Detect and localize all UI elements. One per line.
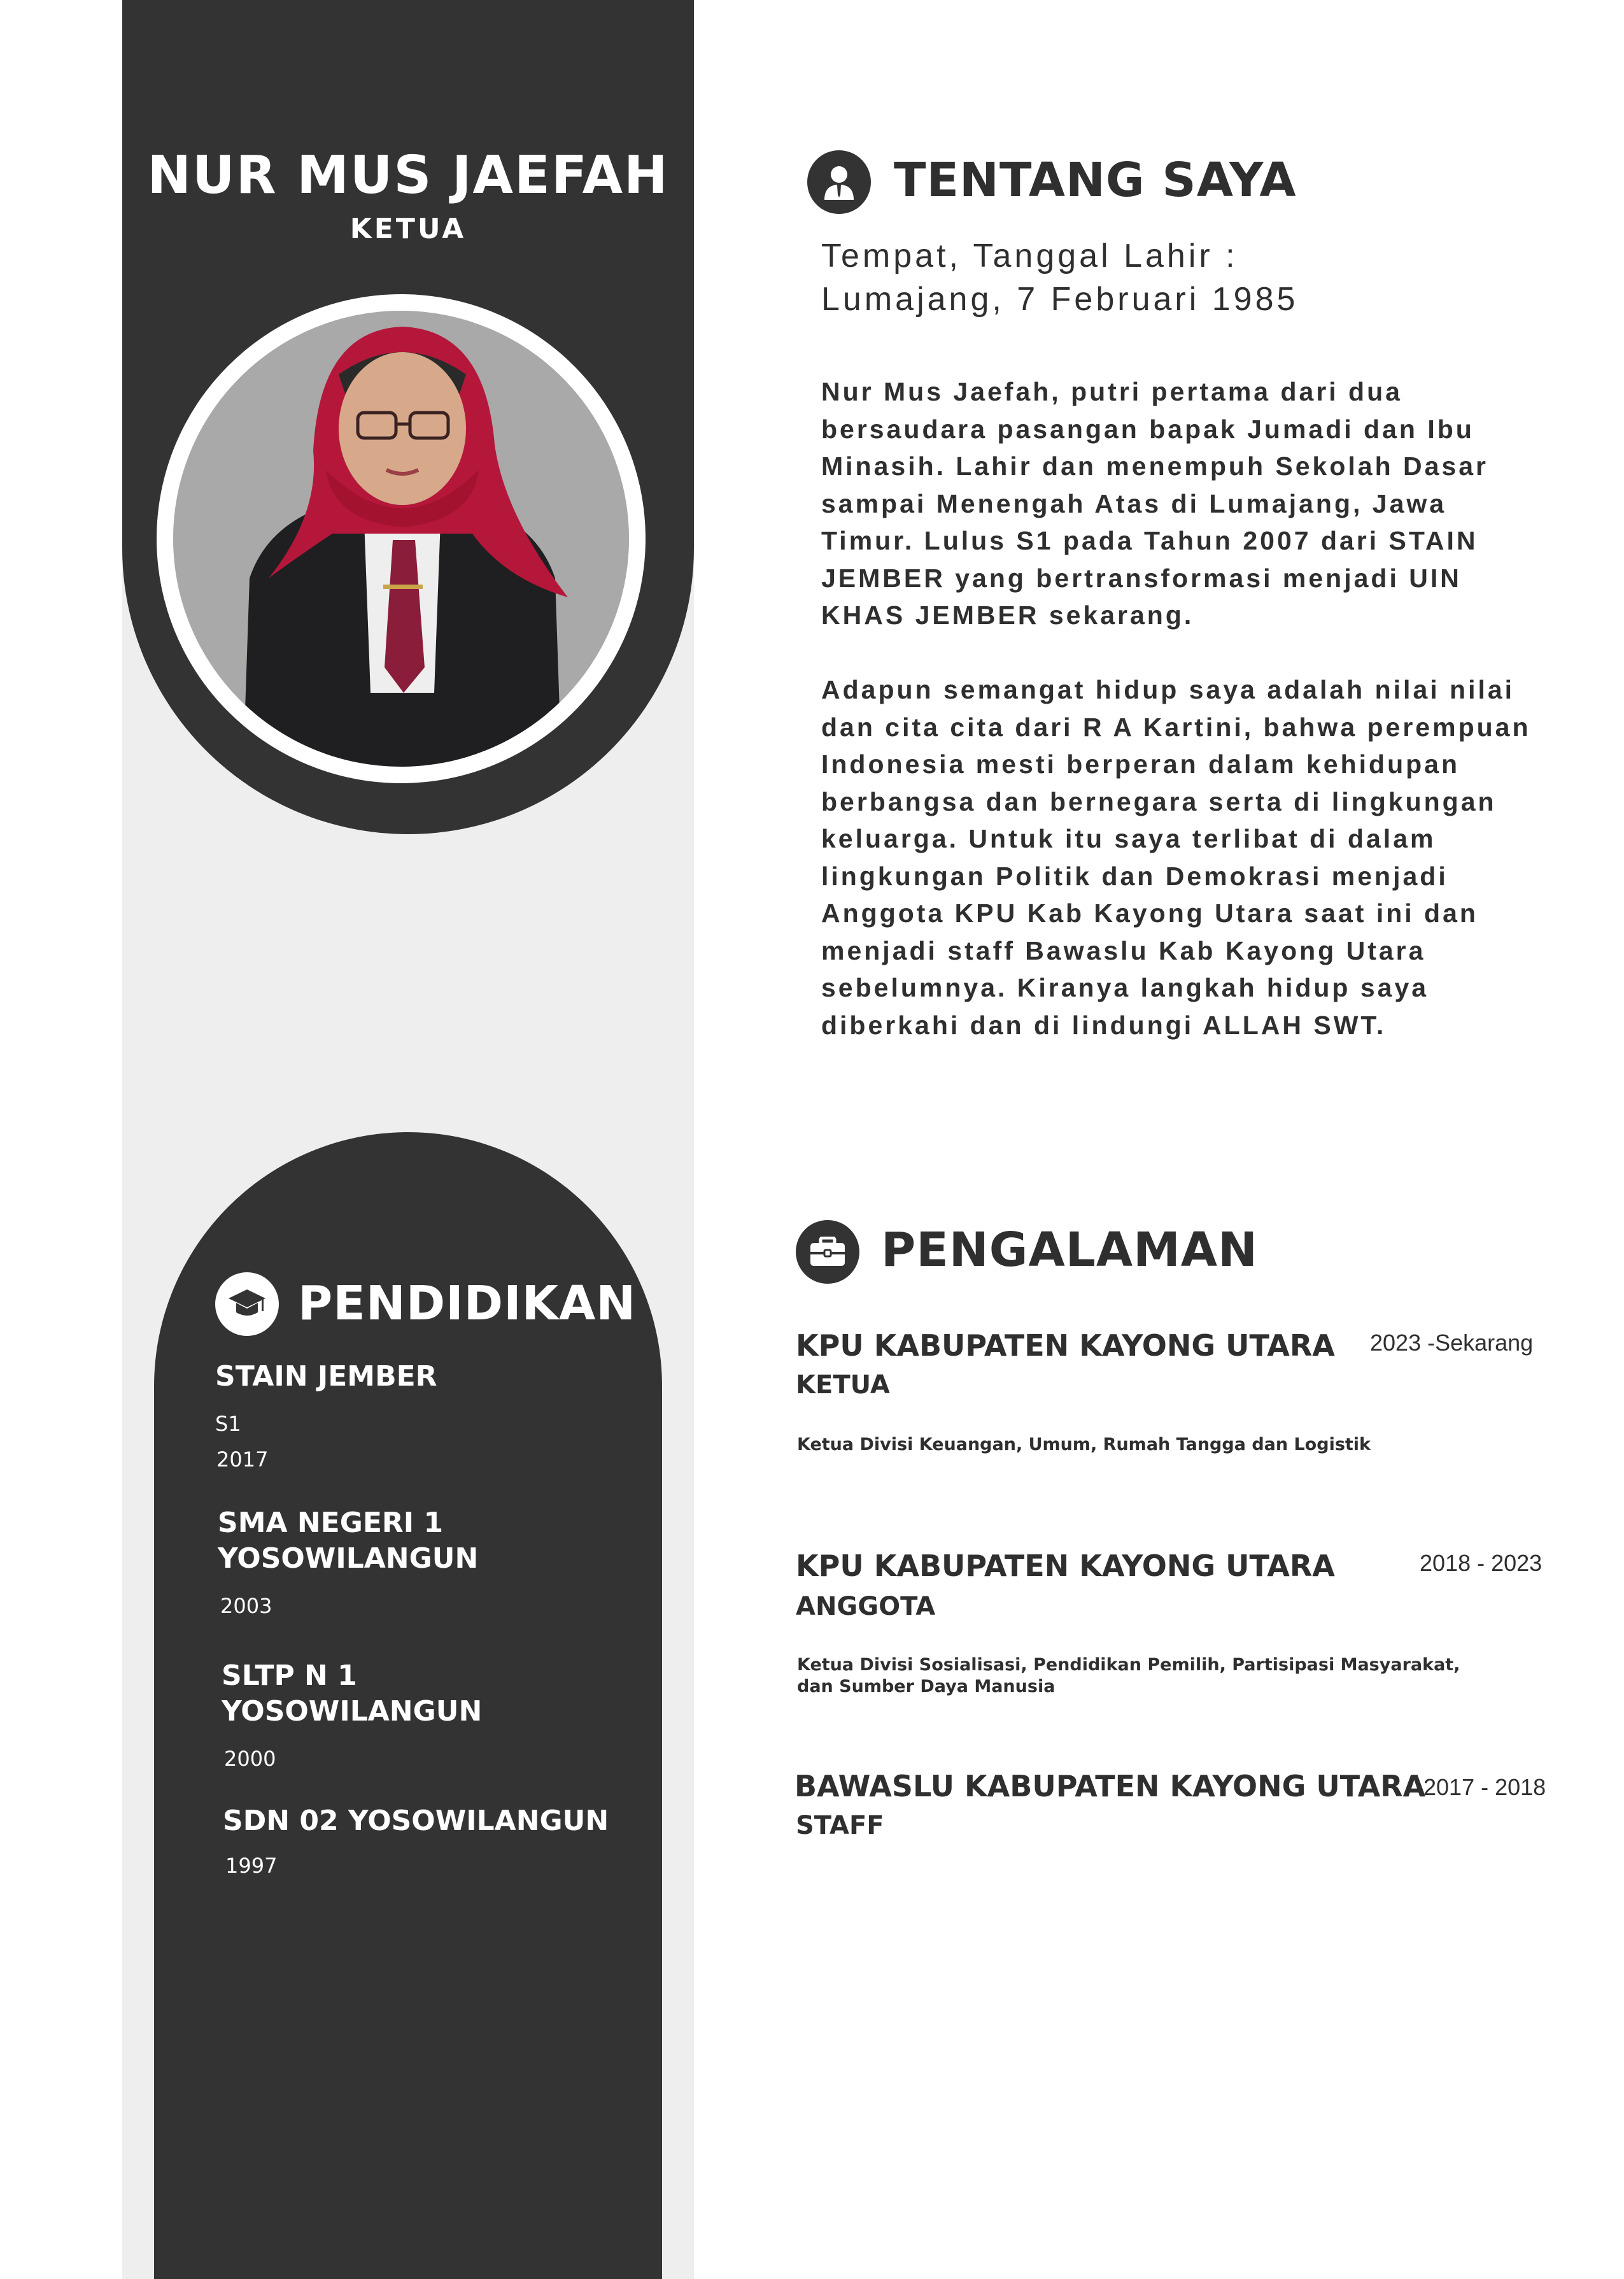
education-school-2-line1: SMA NEGERI 1 xyxy=(218,1507,444,1539)
bio-line: berbangsa dan bernegara serta di lingkungan xyxy=(821,786,1497,816)
portrait-photo xyxy=(173,311,629,767)
experience-desc-2-line1: Ketua Divisi Sosialisasi, Pendidikan Pemilih, Partisipasi Masyarakat, xyxy=(797,1655,1460,1675)
bio-line: Anggota KPU Kab Kayong Utara saat ini dan xyxy=(821,898,1478,928)
bio-line: Nur Mus Jaefah, putri pertama dari dua xyxy=(821,377,1402,406)
experience-role-2: ANGGOTA xyxy=(796,1592,936,1621)
bio-line: dan cita cita dari R A Kartini, bahwa perempuan xyxy=(821,712,1531,742)
about-title: TENTANG SAYA xyxy=(894,153,1297,208)
education-school-3-line2: YOSOWILANGUN xyxy=(222,1695,483,1728)
bio-line: JEMBER yang bertransformasi menjadi UIN xyxy=(821,563,1462,593)
experience-org-1: KPU KABUPATEN KAYONG UTARA xyxy=(796,1328,1335,1363)
profile-role: KETUA xyxy=(350,213,467,245)
bio-line: sampai Menengah Atas di Lumajang, Jawa xyxy=(821,488,1447,518)
education-school-4: SDN 02 YOSOWILANGUN xyxy=(223,1805,609,1837)
education-icon-badge xyxy=(215,1272,279,1336)
education-degree-1: S1 xyxy=(215,1412,241,1436)
bio-line: Minasih. Lahir dan menempuh Sekolah Dasar xyxy=(821,451,1489,481)
about-paragraph-2 xyxy=(821,671,1531,1044)
experience-period-3: 2017 - 2018 xyxy=(1423,1774,1546,1800)
graduation-cap-icon xyxy=(227,1288,267,1320)
education-school-2-line2: YOSOWILANGUN xyxy=(218,1542,479,1575)
education-year-1: 2017 xyxy=(216,1447,269,1472)
education-school-3-line1: SLTP N 1 xyxy=(222,1659,357,1692)
birth-label: Tempat, Tanggal Lahir : xyxy=(821,238,1238,274)
education-year-2: 2003 xyxy=(220,1594,272,1618)
experience-period-2: 2018 - 2023 xyxy=(1420,1550,1543,1576)
bio-line: bersaudara pasangan bapak Jumadi dan Ibu xyxy=(821,414,1474,444)
education-school-1: STAIN JEMBER xyxy=(215,1360,437,1393)
bio-line: keluarga. Untuk itu saya terlibat di dalam xyxy=(821,824,1436,853)
user-icon xyxy=(823,164,855,200)
experience-desc-1: Ketua Divisi Keuangan, Umum, Rumah Tangga dan Logistik xyxy=(797,1435,1371,1454)
about-paragraph-1 xyxy=(821,373,1488,634)
bio-line: Adapun semangat hidup saya adalah nilai nilai xyxy=(821,675,1515,704)
briefcase-icon xyxy=(809,1237,846,1267)
experience-icon-badge xyxy=(796,1220,859,1284)
bio-line: menjadi staff Bawaslu Kab Kayong Utara xyxy=(821,935,1426,965)
bio-line: lingkungan Politik dan Demokrasi menjadi xyxy=(821,861,1448,891)
profile-name: NUR MUS JAEFAH xyxy=(147,145,669,206)
experience-desc-2-line2: dan Sumber Daya Manusia xyxy=(797,1677,1056,1696)
education-year-3: 2000 xyxy=(224,1747,276,1771)
experience-org-2: KPU KABUPATEN KAYONG UTARA xyxy=(796,1549,1335,1583)
experience-org-3: BAWASLU KABUPATEN KAYONG UTARA xyxy=(794,1769,1426,1803)
experience-title: PENGALAMAN xyxy=(881,1223,1258,1277)
bio-line: KHAS JEMBER sekarang. xyxy=(821,600,1194,630)
experience-period-1: 2023 -Sekarang xyxy=(1370,1330,1534,1356)
education-title: PENDIDIKAN xyxy=(298,1276,637,1331)
education-year-4: 1997 xyxy=(225,1854,278,1878)
about-icon-badge xyxy=(807,150,871,214)
bio-line: Timur. Lulus S1 pada Tahun 2007 dari STAIN xyxy=(821,526,1478,555)
experience-role-1: KETUA xyxy=(796,1370,890,1400)
bio-line: sebelumnya. Kiranya langkah hidup saya xyxy=(821,973,1429,1002)
profile-photo xyxy=(173,311,629,767)
experience-role-3: STAFF xyxy=(796,1811,884,1840)
bio-line: diberkahi dan di lindungi ALLAH SWT. xyxy=(821,1010,1387,1040)
bio-line: Indonesia mesti berperan dalam kehidupan xyxy=(821,749,1460,779)
birth-value: Lumajang, 7 Februari 1985 xyxy=(821,281,1299,318)
